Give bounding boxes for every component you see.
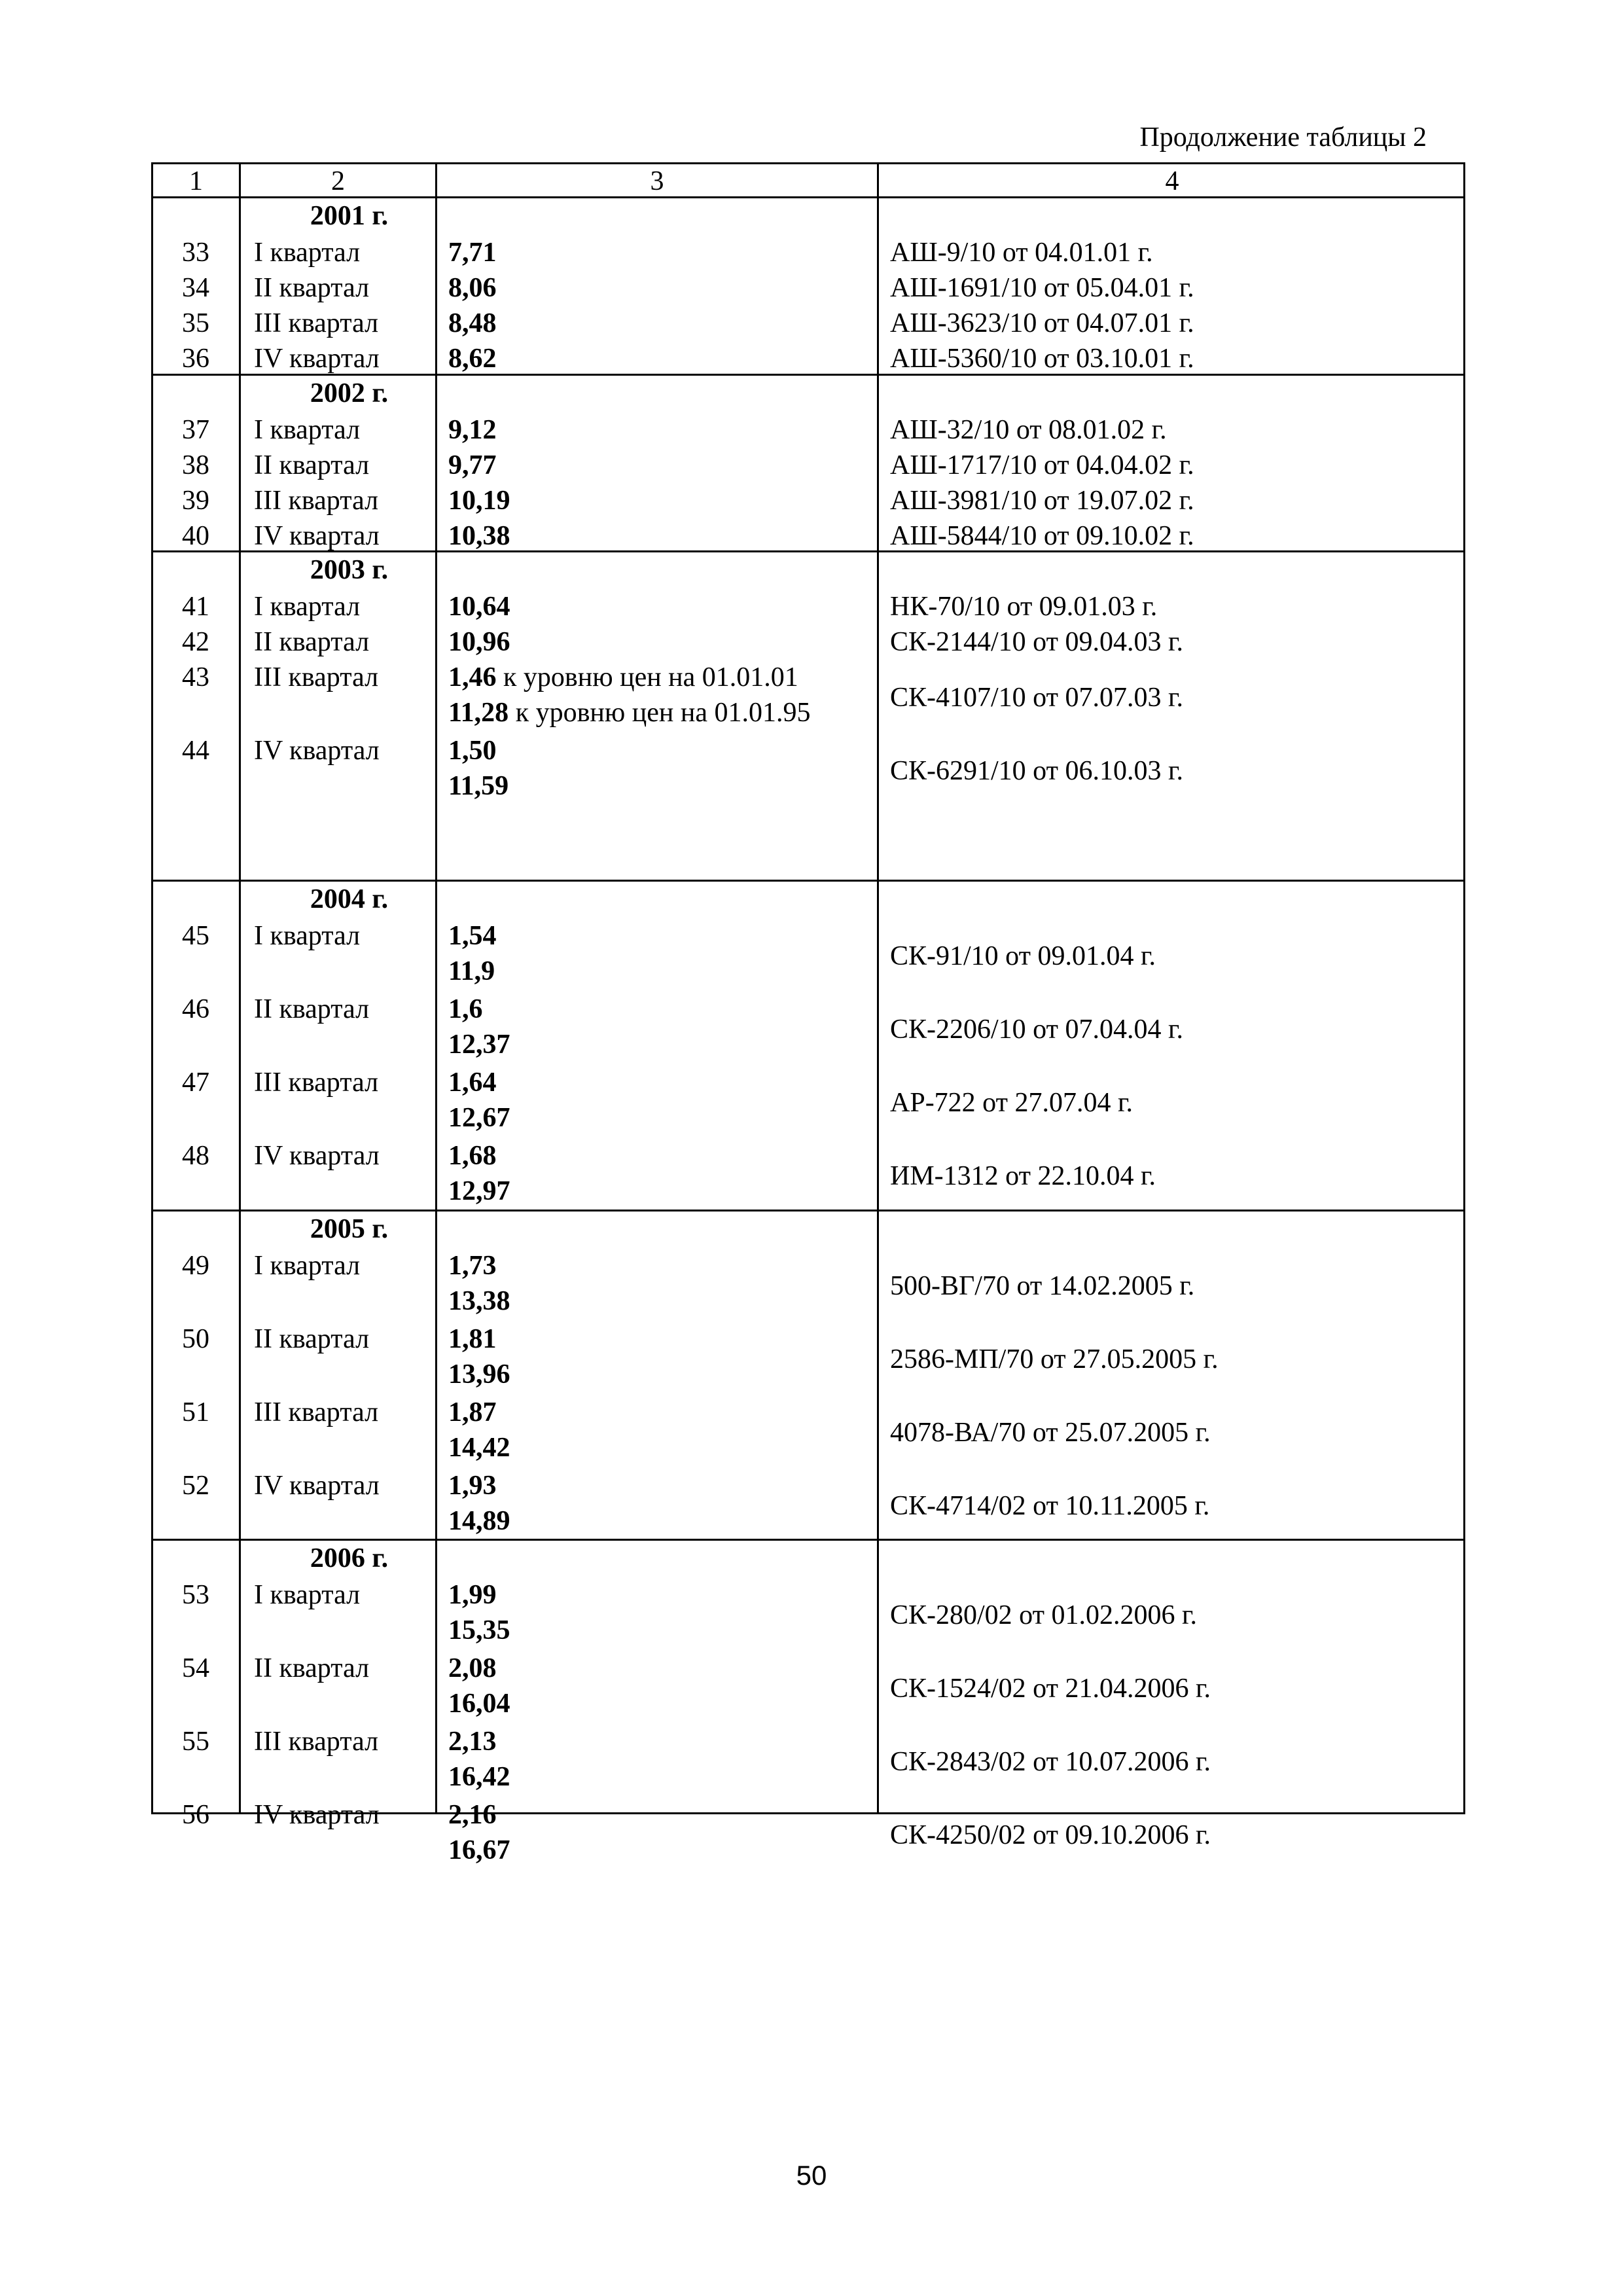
index-value-secondary — [448, 1283, 510, 1319]
document-reference: СК-91/10 от 09.01.04 г. — [890, 941, 1156, 971]
row-number: 51 — [182, 1397, 209, 1427]
document-reference: АШ-5360/10 от 03.10.01 г. — [890, 344, 1194, 374]
index-value — [448, 306, 497, 341]
year-heading: 2003 г. — [310, 555, 389, 585]
quarter-label: IV квартал — [254, 736, 380, 766]
document-reference: АШ-3623/10 от 04.07.01 г. — [890, 308, 1194, 338]
year-heading: 2005 г. — [310, 1214, 389, 1244]
index-value-number: 9,12 — [448, 415, 497, 445]
document-reference: СК-4250/02 от 09.10.2006 г. — [890, 1820, 1211, 1850]
quarter-label: IV квартал — [254, 1141, 380, 1171]
index-value-number: 13,96 — [448, 1359, 510, 1390]
quarter-label: II квартал — [254, 1324, 370, 1354]
index-value-number: 1,50 — [448, 736, 497, 766]
document-reference: АР-722 от 27.07.04 г. — [890, 1088, 1133, 1118]
index-value-secondary — [448, 1100, 510, 1136]
index-value — [448, 1321, 497, 1357]
index-value-number: 1,81 — [448, 1324, 497, 1354]
row-number: 54 — [182, 1653, 209, 1683]
year-heading: 2001 г. — [310, 201, 389, 231]
price-level-note: к уровню цен на 01.01.01 — [496, 662, 798, 692]
index-value-secondary — [448, 1833, 510, 1868]
index-value-secondary — [448, 1027, 510, 1062]
row-number: 34 — [182, 273, 209, 303]
document-reference: АШ-3981/10 от 19.07.02 г. — [890, 486, 1194, 516]
document-reference: СК-2144/10 от 09.04.03 г. — [890, 627, 1183, 657]
row-number: 40 — [182, 521, 209, 551]
quarter-label: II квартал — [254, 450, 370, 480]
index-value — [448, 518, 510, 554]
quarter-label: IV квартал — [254, 1471, 380, 1501]
quarter-label: III квартал — [254, 308, 379, 338]
index-value-number: 1,64 — [448, 1067, 497, 1098]
column-divider — [877, 164, 879, 1812]
document-reference: 4078-ВА/70 от 25.07.2005 г. — [890, 1418, 1211, 1448]
index-value-number: 12,97 — [448, 1176, 510, 1206]
index-value-number: 8,48 — [448, 308, 497, 338]
document-reference: ИМ-1312 от 22.10.04 г. — [890, 1161, 1156, 1191]
document-reference: НК-70/10 от 09.01.03 г. — [890, 592, 1158, 622]
quarter-label: I квартал — [254, 415, 361, 445]
quarter-label: I квартал — [254, 1251, 361, 1281]
index-value — [448, 235, 497, 270]
row-number: 53 — [182, 1580, 209, 1610]
quarter-label: IV квартал — [254, 1800, 380, 1830]
row-number: 33 — [182, 238, 209, 268]
index-value-secondary — [448, 1430, 510, 1465]
index-value-secondary — [448, 1357, 510, 1392]
index-value-number: 2,16 — [448, 1800, 497, 1830]
table-caption: Продолжение таблицы 2 — [1139, 122, 1427, 152]
index-value — [448, 660, 798, 695]
index-value-number: 7,71 — [448, 238, 497, 268]
row-number: 43 — [182, 662, 209, 692]
index-value — [448, 733, 497, 768]
header-col-3: 3 — [650, 166, 664, 196]
index-value-number: 12,67 — [448, 1103, 510, 1133]
row-number: 35 — [182, 308, 209, 338]
row-number: 36 — [182, 344, 209, 374]
row-number: 52 — [182, 1471, 209, 1501]
data-table — [151, 162, 1465, 1865]
index-value — [448, 1651, 497, 1686]
row-number: 44 — [182, 736, 209, 766]
document-reference: СК-2843/02 от 10.07.2006 г. — [890, 1747, 1211, 1777]
quarter-label: II квартал — [254, 994, 370, 1024]
document-reference: 500-ВГ/70 от 14.02.2005 г. — [890, 1271, 1195, 1301]
quarter-label: II квартал — [254, 1653, 370, 1683]
row-number: 55 — [182, 1727, 209, 1757]
row-number: 50 — [182, 1324, 209, 1354]
index-value-secondary — [448, 695, 811, 730]
index-value-number: 8,62 — [448, 344, 497, 374]
index-value-number: 13,38 — [448, 1286, 510, 1316]
index-value-number: 1,99 — [448, 1580, 497, 1610]
index-value — [448, 589, 510, 624]
index-value — [448, 341, 497, 376]
quarter-label: III квартал — [254, 486, 379, 516]
index-value-secondary — [448, 768, 508, 804]
index-value-secondary — [448, 1686, 510, 1721]
document-reference: СК-1524/02 от 21.04.2006 г. — [890, 1674, 1211, 1704]
document-reference: СК-2206/10 от 07.04.04 г. — [890, 1014, 1183, 1045]
document-reference: 2586-МП/70 от 27.05.2005 г. — [890, 1344, 1219, 1374]
row-number: 39 — [182, 486, 209, 516]
index-value-number: 10,38 — [448, 521, 510, 551]
index-value-number: 1,6 — [448, 994, 483, 1024]
index-value — [448, 1395, 497, 1430]
index-value-number: 12,37 — [448, 1030, 510, 1060]
index-value-secondary — [448, 1174, 510, 1209]
index-value-number: 11,59 — [448, 771, 509, 801]
row-number: 46 — [182, 994, 209, 1024]
column-divider — [239, 164, 241, 1812]
index-value — [448, 412, 497, 448]
index-value-number: 10,19 — [448, 486, 510, 516]
index-value — [448, 992, 483, 1027]
row-number: 47 — [182, 1067, 209, 1098]
quarter-label: III квартал — [254, 1397, 379, 1427]
index-value-number: 11,28 — [448, 698, 509, 728]
quarter-label: III квартал — [254, 662, 379, 692]
index-value-number: 1,68 — [448, 1141, 497, 1171]
document-reference: СК-6291/10 от 06.10.03 г. — [890, 756, 1183, 786]
document-reference: СК-280/02 от 01.02.2006 г. — [890, 1600, 1197, 1630]
row-number: 56 — [182, 1800, 209, 1830]
year-heading: 2006 г. — [310, 1543, 389, 1573]
index-value-number: 1,87 — [448, 1397, 497, 1427]
index-value-number: 16,67 — [448, 1835, 510, 1865]
index-value-number: 10,96 — [448, 627, 510, 657]
document-reference: СК-4107/10 от 07.07.03 г. — [890, 683, 1183, 713]
quarter-label: II квартал — [254, 627, 370, 657]
index-value-number: 1,46 — [448, 662, 497, 692]
index-value-number: 9,77 — [448, 450, 497, 480]
row-number: 49 — [182, 1251, 209, 1281]
index-value-number: 14,42 — [448, 1433, 510, 1463]
document-reference: АШ-5844/10 от 09.10.02 г. — [890, 521, 1194, 551]
index-value — [448, 918, 497, 954]
index-value-secondary — [448, 954, 495, 989]
index-value — [448, 448, 497, 483]
index-value — [448, 1248, 497, 1283]
year-heading: 2004 г. — [310, 884, 389, 914]
index-value — [448, 270, 497, 306]
index-value-number: 11,9 — [448, 956, 495, 986]
index-value-secondary — [448, 1613, 510, 1648]
row-number: 45 — [182, 921, 209, 951]
quarter-label: IV квартал — [254, 521, 380, 551]
row-number: 48 — [182, 1141, 209, 1171]
document-reference: СК-4714/02 от 10.11.2005 г. — [890, 1491, 1210, 1521]
document-reference: АШ-1717/10 от 04.04.02 г. — [890, 450, 1194, 480]
header-col-2: 2 — [331, 166, 345, 196]
quarter-label: IV квартал — [254, 344, 380, 374]
row-number: 42 — [182, 627, 209, 657]
row-number: 41 — [182, 592, 209, 622]
index-value-number: 2,13 — [448, 1727, 497, 1757]
quarter-label: I квартал — [254, 592, 361, 622]
document-reference: АШ-32/10 от 08.01.02 г. — [890, 415, 1167, 445]
document-reference: АШ-1691/10 от 05.04.01 г. — [890, 273, 1194, 303]
index-value-secondary — [448, 1503, 510, 1539]
quarter-label: I квартал — [254, 1580, 361, 1610]
index-value-number: 15,35 — [448, 1615, 510, 1645]
index-value — [448, 1065, 497, 1100]
quarter-label: III квартал — [254, 1067, 379, 1098]
index-value-secondary — [448, 1759, 510, 1795]
index-value-number: 2,08 — [448, 1653, 497, 1683]
index-value — [448, 1724, 497, 1759]
index-value — [448, 483, 510, 518]
index-value — [448, 1797, 497, 1833]
page-number: 50 — [796, 2160, 827, 2191]
index-value-number: 16,42 — [448, 1762, 510, 1792]
index-value-number: 10,64 — [448, 592, 510, 622]
index-value — [448, 1577, 497, 1613]
price-level-note: к уровню цен на 01.01.95 — [508, 698, 811, 728]
header-col-1: 1 — [189, 166, 203, 196]
index-value-number: 14,89 — [448, 1506, 510, 1536]
header-col-4: 4 — [1165, 166, 1179, 196]
index-value-number: 1,54 — [448, 921, 497, 951]
index-value-number: 16,04 — [448, 1689, 510, 1719]
document-reference: АШ-9/10 от 04.01.01 г. — [890, 238, 1153, 268]
quarter-label: I квартал — [254, 238, 361, 268]
index-value — [448, 624, 510, 660]
year-heading: 2002 г. — [310, 378, 389, 408]
index-value-number: 1,93 — [448, 1471, 497, 1501]
index-value — [448, 1138, 497, 1174]
quarter-label: I квартал — [254, 921, 361, 951]
row-number: 38 — [182, 450, 209, 480]
index-value-number: 8,06 — [448, 273, 497, 303]
index-value — [448, 1468, 497, 1503]
index-value-number: 1,73 — [448, 1251, 497, 1281]
row-number: 37 — [182, 415, 209, 445]
quarter-label: II квартал — [254, 273, 370, 303]
quarter-label: III квартал — [254, 1727, 379, 1757]
